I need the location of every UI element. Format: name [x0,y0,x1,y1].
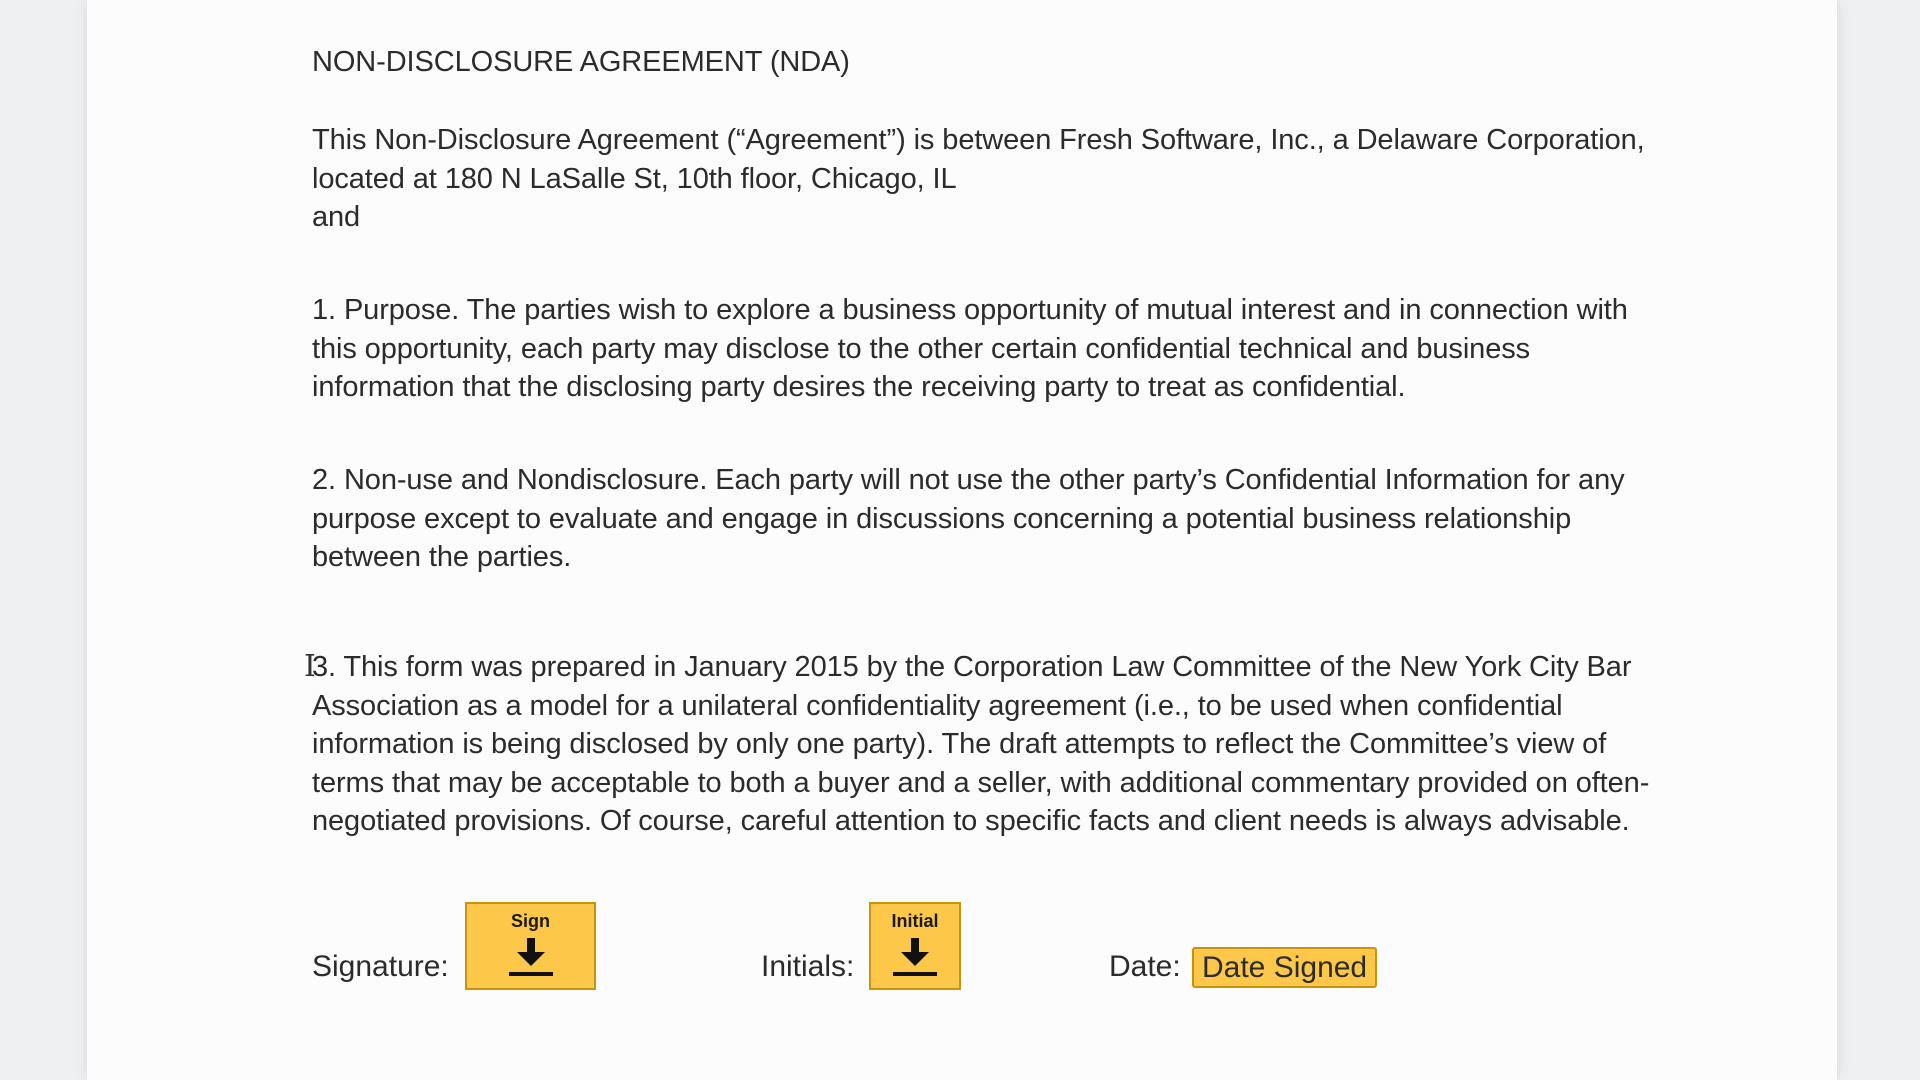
paragraph-line: information that the disclosing party desires the receiving party to treat as confidential. [312,371,1406,403]
paragraph-line: This Non-Disclosure Agreement (“Agreement”) is between Fresh Software, Inc., a Delaware Corporation, [312,124,1645,156]
download-arrow-icon [501,936,561,980]
text-cursor-icon: I [304,649,316,684]
paragraph-line: and [312,201,361,233]
signature-label: Signature: [312,950,449,983]
paragraph-line: between the parties. [312,541,572,573]
initial-button[interactable] [869,902,961,990]
intro-paragraph [312,121,1792,237]
paragraph-line: 3. This form was prepared in January 2015 by the Corporation Law Committee of the New York City Bar [312,651,1632,683]
initial-button-label: Initial [891,911,939,931]
paragraph-line: terms that may be acceptable to both a buyer and a seller, with additional commentary provided on often- [312,766,1650,799]
nonuse-paragraph [312,461,1792,577]
paragraph-line: purpose except to evaluate and engage in discussions concerning a potential business relationship [312,502,1572,535]
document-title: NON-DISCLOSURE AGREEMENT (NDA) [312,46,850,78]
paragraph-line: located at 180 N LaSalle St, 10th floor, Chicago, IL [312,162,957,195]
date-label: Date: [1109,950,1181,983]
paragraph-line: Association as a model for a unilateral confidentiality agreement (i.e., to be used when confidential [312,689,1563,722]
form-note-paragraph [312,648,1792,841]
initials-label: Initials: [761,950,855,983]
paragraph-line: 1. Purpose. The parties wish to explore a business opportunity of mutual interest and in connection with [312,294,1628,326]
document-page [87,0,1837,1080]
paragraph-line: information is being disclosed by only one party). The draft attempts to reflect the Committee’s view of [312,728,1607,760]
paragraph-line: negotiated provisions. Of course, careful attention to specific facts and client needs is always advisable. [312,805,1630,837]
date-signed-field[interactable]: Date Signed [1192,947,1377,988]
download-arrow-icon [885,936,945,980]
purpose-paragraph [312,291,1792,407]
paragraph-line: this opportunity, each party may disclose to the other certain confidential technical and business [312,332,1531,365]
sign-button-label: Sign [511,911,550,931]
paragraph-line: 2. Non-use and Nondisclosure. Each party will not use the other party’s Confidential Information for any [312,464,1625,496]
sign-button[interactable] [465,902,596,990]
